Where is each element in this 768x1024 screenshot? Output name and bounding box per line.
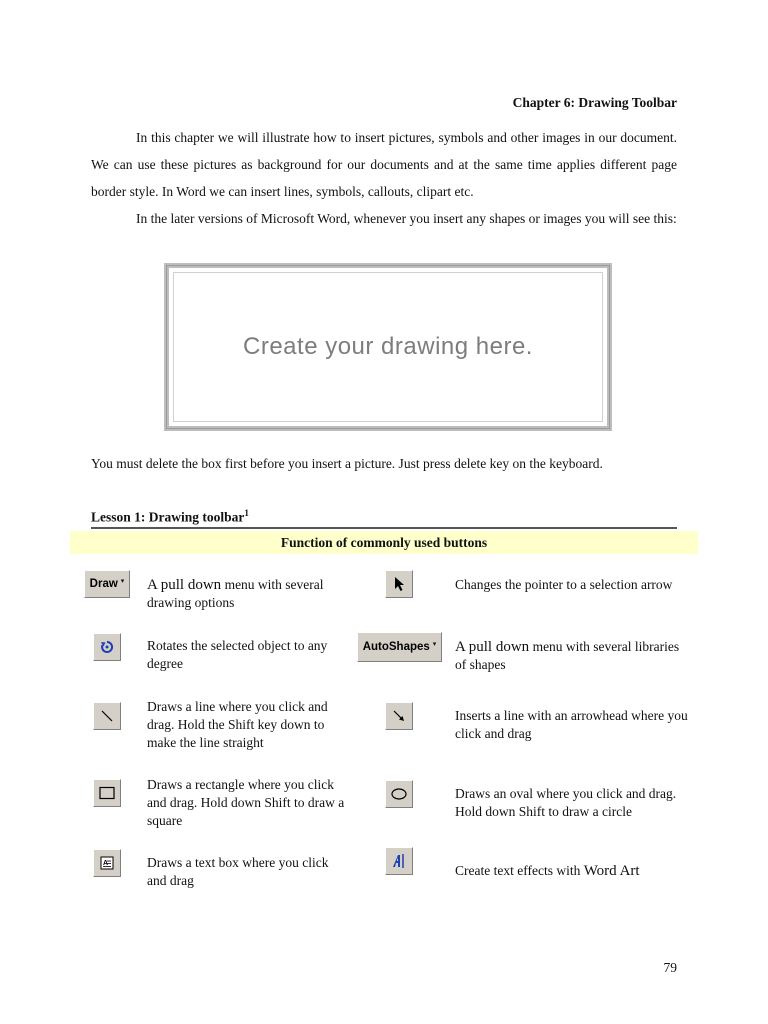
text-box-icon	[99, 855, 115, 871]
rotate-icon	[99, 639, 115, 655]
word-art-desc-lead: Create text effects with	[455, 863, 584, 878]
autoshapes-description	[455, 638, 685, 674]
word-art-desc-big: Word Art	[583, 863, 640, 879]
select-objects-description: Changes the pointer to a selection arrow	[455, 577, 673, 592]
select-objects-button	[385, 570, 413, 598]
rectangle-tool-description: Draws a rectangle where you click and drag. Hold down Shift to draw a square	[147, 777, 345, 828]
free-rotate-button	[93, 633, 121, 661]
delete-box-note: You must delete the box first before you insert a picture. Just press delete key on the keyboard.	[91, 456, 603, 471]
oval-tool-button	[385, 780, 413, 808]
oval-tool-description: Draws an oval where you click and drag. Hold down Shift to draw a circle	[455, 786, 677, 819]
free-rotate-description: Rotates the selected object to any degree	[147, 638, 328, 671]
rectangle-tool-button	[93, 779, 121, 807]
text-box-tool-button	[93, 849, 121, 877]
draw-menu-button	[84, 570, 130, 598]
line-tool-description: Draws a line where you click and drag. Hold the Shift key down to make the line straight	[147, 699, 328, 750]
arrow-tool-button	[385, 702, 413, 730]
autoshapes-menu-button	[357, 632, 442, 662]
heading-rule-thick	[91, 527, 677, 529]
drawing-canvas-image	[164, 263, 612, 431]
draw-desc-lead: A pull down	[147, 577, 222, 593]
intro-paragraph-1: In this chapter we will illustrate how to insert pictures, symbols and other images in our document. We can use these pictures as background for our documents and at the same time applies different page border style. In Word we can insert lines, symbols, callouts, clipart etc.	[91, 130, 677, 199]
chevron-down-icon: ▾	[432, 641, 437, 648]
chevron-down-icon: ▾	[120, 578, 125, 585]
word-art-description	[455, 862, 695, 880]
line-icon	[99, 708, 115, 724]
line-tool-button	[93, 702, 121, 730]
draw-menu-description	[147, 576, 352, 612]
draw-button-label: Draw	[89, 578, 118, 590]
lesson-title: Lesson 1: Drawing toolbar	[91, 509, 245, 525]
arrow-icon	[391, 708, 407, 724]
lesson-footnote-marker: 1	[244, 508, 249, 518]
chapter-title: Chapter 6: Drawing Toolbar	[512, 95, 677, 110]
lesson-heading	[91, 508, 249, 526]
text-box-tool-description: Draws a text box where you click and drag	[147, 855, 329, 888]
autoshapes-desc-rest: menu with several libraries of shapes	[455, 639, 680, 672]
svg-text:A: A	[103, 860, 109, 867]
autoshapes-desc-lead: A pull down	[455, 639, 530, 655]
cursor-arrow-icon	[392, 576, 406, 592]
word-art-icon	[390, 852, 408, 870]
arrow-tool-description: Inserts a line with an arrowhead where you click and drag	[455, 708, 688, 741]
table-header: Function of commonly used buttons	[70, 531, 698, 554]
page-number: 79	[663, 960, 677, 975]
intro-paragraph-2: In the later versions of Microsoft Word, whenever you insert any shapes or images you will see this:	[136, 211, 677, 226]
draw-desc-rest: menu with several drawing options	[147, 577, 324, 610]
oval-icon	[390, 786, 408, 802]
word-art-button	[385, 847, 413, 875]
rectangle-icon	[98, 785, 116, 801]
drawing-canvas-text: Create your drawing here.	[243, 333, 533, 360]
autoshapes-button-label: AutoShapes	[362, 641, 430, 653]
